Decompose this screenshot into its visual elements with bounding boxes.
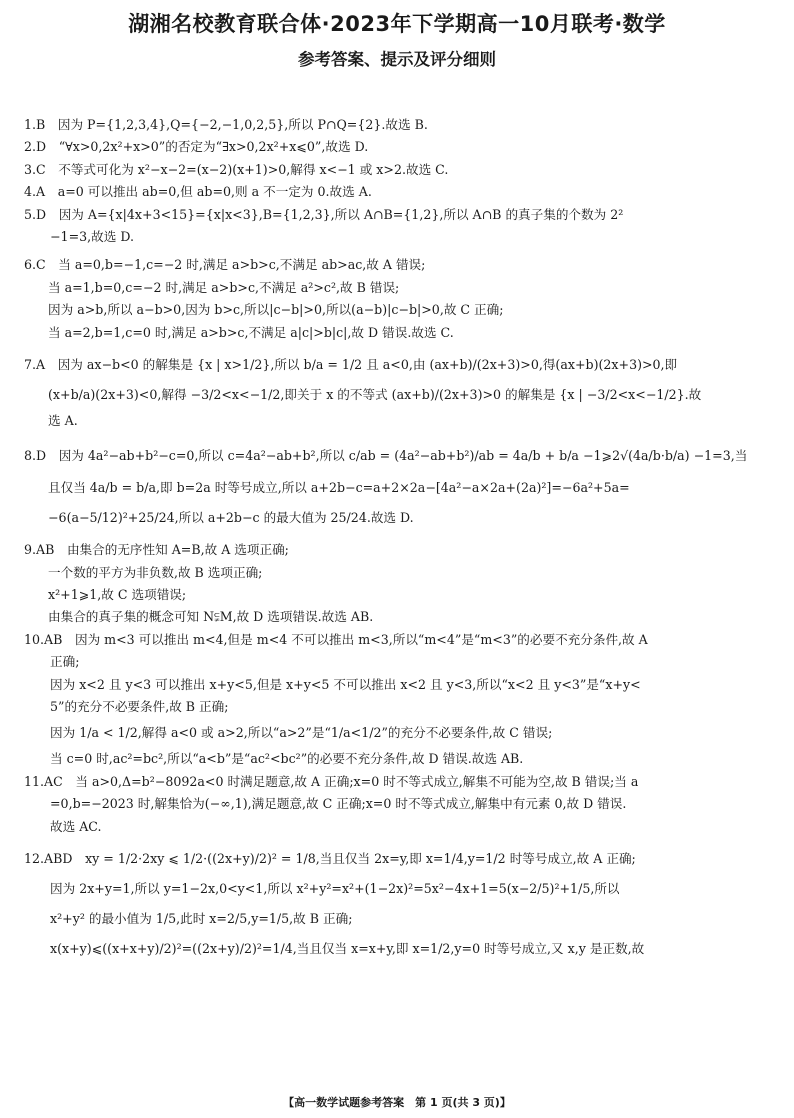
answer-line: 当 a=2,b=1,c=0 时,满足 a>b>c,不满足 a|c|>b|c|,故 D 错误.故选 C. [48,324,454,340]
answer-line: 因为 2x+y=1,所以 y=1−2x,0<y<1,所以 x²+y²=x²+(1−2x)²=5x²−4x+1=5(x−2/5)²+1/5,所以 [50,880,620,896]
answer-line: 因为 x<2 且 y<3 可以推出 x+y<5,但是 x+y<5 不可以推出 x<2 且 y<3,所以“x<2 且 y<3”是“x+y< [50,676,641,692]
page-subtitle: 参考答案、提示及评分细则 [298,50,496,69]
answer-line: =0,b=−2023 时,解集恰为(−∞,1),满足题意,故 C 正确;x=0 时不等式成立,解集中有元素 0,故 D 错误. [50,796,627,812]
answer-line: 5”的充分不必要条件,故 B 正确; [50,699,229,715]
answer-line: 正确; [50,654,80,670]
answer-line: x²+y² 的最小值为 1/5,此时 x=2/5,y=1/5,故 B 正确; [50,910,353,926]
answer-line: −6(a−5/12)²+25/24,所以 a+2b−c 的最大值为 25/24.故选 D. [48,510,414,526]
answer-line: 12.ABD xy = 1/2·2xy ⩽ 1/2·((2x+y)/2)² = 1/8,当且仅当 2x=y,即 x=1/4,y=1/2 时等号成立,故 A 正确; [24,850,636,866]
answer-body [24,114,772,964]
answer-line: −1=3,故选 D. [50,228,134,244]
answer-line: 1.B 因为 P={1,2,3,4},Q={−2,−1,0,2,5},所以 P∩Q={2}.故选 B. [24,117,428,132]
answer-line: 3.C 不等式可化为 x²−x−2=(x−2)(x+1)>0,解得 x<−1 或 x>2.故选 C. [24,161,449,177]
answer-line: (x+b/a)(2x+3)<0,解得 −3/2<x<−1/2,即关于 x 的不等式 (ax+b)/(2x+3)>0 的解集是 {x | −3/2<x<−1/2}.故 [48,386,702,402]
answer-line: 因为 a>b,所以 a−b>0,因为 b>c,所以|c−b|>0,所以(a−b)|c−b|>0,故 C 正确; [48,302,504,318]
answer-line: 一个数的平方为非负数,故 B 选项正确; [48,564,263,580]
answer-line: 且仅当 4a/b = b/a,即 b=2a 时等号成立,所以 a+2b−c=a+2×2a−[4a²−a×2a+(2a)²]=−6a²+5a= [48,480,630,496]
answer-line: 11.AC 当 a>0,Δ=b²−8092a<0 时满足题意,故 A 正确;x=0 时不等式成立,解集不可能为空,故 B 错误;当 a [24,773,639,789]
answer-line: 当 a=1,b=0,c=−2 时,满足 a>b>c,不满足 a²>c²,故 B 错误; [48,279,400,295]
answer-line: 9.AB 由集合的无序性知 A=B,故 A 选项正确; [24,542,289,558]
answer-line: 选 A. [48,412,78,428]
answer-line: x²+1⩾1,故 C 选项错误; [48,587,187,603]
page-title: 湖湘名校教育联合体·2023年下学期高一10月联考·数学 [128,12,666,36]
answer-line: 5.D 因为 A={x|4x+3<15}={x|x<3},B={1,2,3},所以 A∩B={1,2},所以 A∩B 的真子集的个数为 2² [24,206,624,222]
answer-line: x(x+y)⩽((x+x+y)/2)²=((2x+y)/2)²=1/4,当且仅当 x=x+y,即 x=1/2,y=0 时等号成立,又 x,y 是正数,故 [50,940,645,956]
page-footer: 【高一数学试题参考答案 第 1 页(共 3 页)】 [283,1096,511,1109]
answer-line: 7.A 因为 ax−b<0 的解集是 {x | x>1/2},所以 b/a = 1/2 且 a<0,由 (ax+b)/(2x+3)>0,得(ax+b)(2x+3)>0,即 [24,356,678,372]
answer-line: 2.D “∀x>0,2x²+x>0”的否定为“∃x>0,2x²+x⩽0”,故选 D. [24,139,369,155]
answer-line: 故选 AC. [50,818,102,834]
answer-line: 当 c=0 时,ac²=bc²,所以“a<b”是“ac²<bc²”的必要不充分条件,故 D 错误.故选 AB. [50,751,524,767]
answer-line: 8.D 因为 4a²−ab+b²−c=0,所以 c=4a²−ab+b²,所以 c/ab = (4a²−ab+b²)/ab = 4a/b + b/a −1⩾2√(4a/b·b/a) −1=3,当 [24,448,748,464]
answer-line: 由集合的真子集的概念可知 N⫋M,故 D 选项错误.故选 AB. [48,609,374,625]
answer-line: 6.C 当 a=0,b=−1,c=−2 时,满足 a>b>c,不满足 ab>ac,故 A 错误; [24,257,426,273]
answer-line: 10.AB 因为 m<3 可以推出 m<4,但是 m<4 不可以推出 m<3,所以“m<4”是“m<3”的必要不充分条件,故 A [24,631,648,647]
answer-line: 4.A a=0 可以推出 ab=0,但 ab=0,则 a 不一定为 0.故选 A. [24,184,372,200]
answer-line: 因为 1/a < 1/2,解得 a<0 或 a>2,所以“a>2”是“1/a<1/2”的充分不必要条件,故 C 错误; [50,725,553,741]
